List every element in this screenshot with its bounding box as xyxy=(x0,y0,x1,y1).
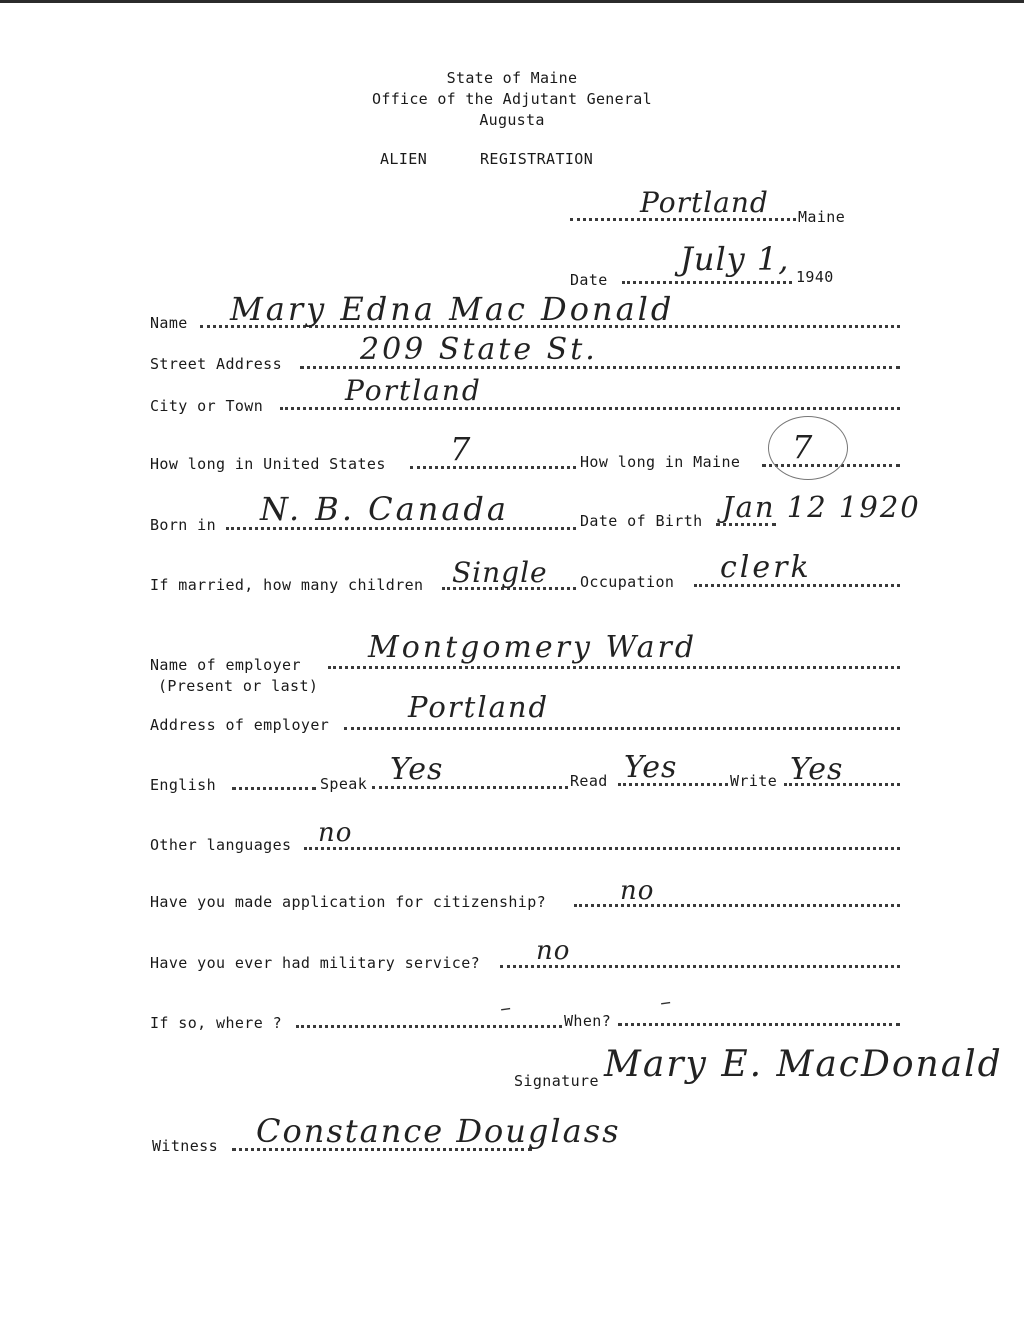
speak-label: Speak xyxy=(320,775,368,793)
where-label: If so, where ? xyxy=(150,1014,283,1032)
when-dash-mark: – xyxy=(658,989,673,1016)
header-state: State of Maine xyxy=(446,69,578,87)
other-languages-leader xyxy=(304,847,900,850)
signature-label: Signature xyxy=(514,1072,599,1090)
scan-edge xyxy=(0,0,1024,3)
header-office: Office of the Adjutant General xyxy=(372,90,652,108)
other-languages-value: no xyxy=(318,818,353,848)
date-year: 1940 xyxy=(796,268,834,286)
born-in-label: Born in xyxy=(150,516,217,534)
english-label: English xyxy=(150,776,217,794)
employer-value: Montgomery Ward xyxy=(368,630,698,665)
write-label: Write xyxy=(730,772,778,790)
citizenship-value: no xyxy=(620,876,655,906)
military-value: no xyxy=(536,936,571,966)
name-label: Name xyxy=(150,314,188,332)
date-value: July 1, xyxy=(680,240,790,278)
where-leader-line xyxy=(296,1025,562,1028)
employer-leader xyxy=(328,666,900,669)
witness-label: Witness xyxy=(152,1137,219,1155)
form-title-alien: ALIEN xyxy=(380,150,428,168)
us-years-value: 7 xyxy=(450,430,472,468)
occupation-label: Occupation xyxy=(580,573,675,591)
us-years-leader xyxy=(410,466,576,469)
citizenship-label: Have you made application for citizenship? xyxy=(150,893,547,911)
place-value: Portland xyxy=(640,186,769,219)
employer-address-value: Portland xyxy=(408,690,550,724)
read-value: Yes xyxy=(624,750,678,785)
occupation-value: clerk xyxy=(720,550,812,585)
english-leader xyxy=(232,787,316,790)
when-label: When? xyxy=(564,1012,612,1030)
maine-years-label: How long in Maine xyxy=(580,453,741,471)
maine-years-value: 7 xyxy=(792,428,814,466)
where-dash-mark: – xyxy=(498,995,513,1022)
witness-value: Constance Douglass xyxy=(256,1112,621,1150)
born-in-value: N. B. Canada xyxy=(260,490,509,528)
date-leader xyxy=(622,281,792,284)
form-title-registration: REGISTRATION xyxy=(480,150,594,168)
street-label: Street Address xyxy=(150,355,283,373)
us-years-label: How long in United States xyxy=(150,455,386,473)
street-value: 209 State St. xyxy=(360,332,598,367)
name-value: Mary Edna Mac Donald xyxy=(230,290,675,328)
dob-label: Date of Birth xyxy=(580,512,703,530)
military-label: Have you ever had military service? xyxy=(150,954,481,972)
when-leader xyxy=(618,1023,900,1026)
write-value: Yes xyxy=(790,752,844,787)
employer-address-label: Address of employer xyxy=(150,716,330,734)
children-label: If married, how many children xyxy=(150,576,424,594)
other-languages-label: Other languages xyxy=(150,836,292,854)
employer-sublabel: (Present or last) xyxy=(158,677,319,695)
employer-label: Name of employer xyxy=(150,656,301,674)
employer-address-leader xyxy=(344,727,900,730)
city-leader xyxy=(280,407,900,410)
city-label: City or Town xyxy=(150,397,264,415)
city-value: Portland xyxy=(345,374,482,407)
read-label: Read xyxy=(570,772,608,790)
dob-value: Jan 12 1920 xyxy=(722,490,921,524)
header-city: Augusta xyxy=(479,111,545,129)
place-suffix: Maine xyxy=(798,208,846,226)
signature-value: Mary E. MacDonald xyxy=(604,1044,1003,1085)
speak-value: Yes xyxy=(390,752,444,787)
date-label: Date xyxy=(570,271,608,289)
children-value: Single xyxy=(452,556,548,589)
